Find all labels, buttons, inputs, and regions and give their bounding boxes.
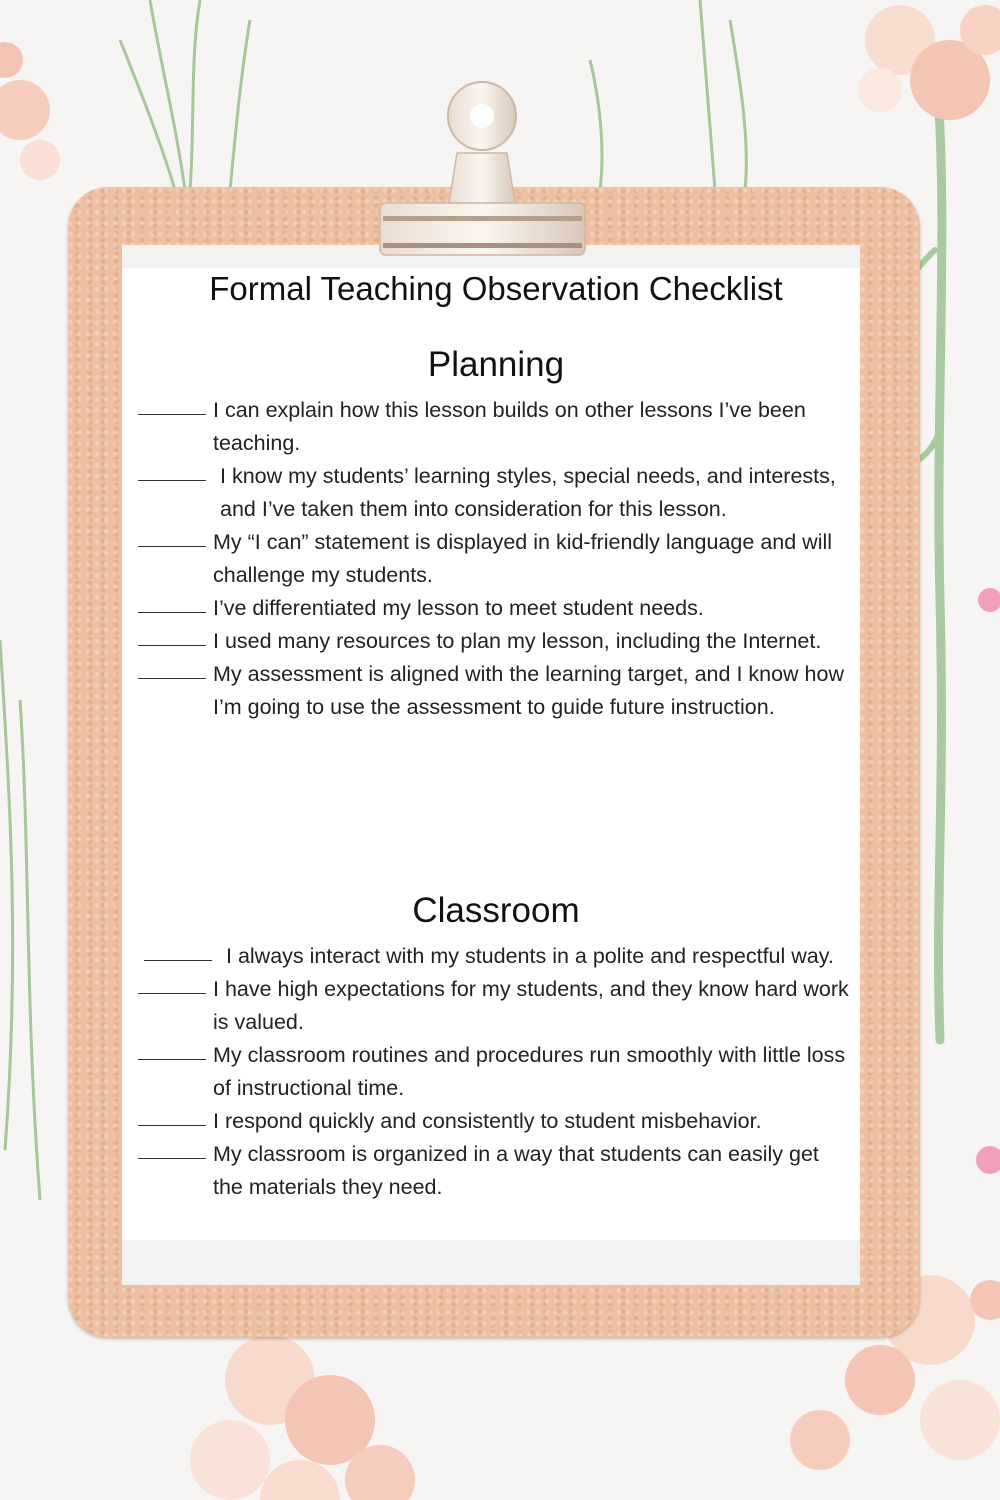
checkbox-blank[interactable] bbox=[138, 1103, 206, 1126]
checkbox-blank[interactable] bbox=[138, 656, 206, 679]
flowers-top-right bbox=[858, 5, 1000, 120]
binder-clip-icon bbox=[375, 78, 590, 258]
item-text: I always interact with my students in a polite and respectful way. bbox=[226, 944, 834, 968]
item-text: I respond quickly and consistently to student misbehavior. bbox=[213, 1109, 762, 1133]
checklist-item bbox=[138, 592, 853, 625]
item-text: I can explain how this lesson builds on other lessons I’ve been teaching. bbox=[213, 398, 806, 455]
flowers-right bbox=[976, 588, 1000, 1174]
document-title: Formal Teaching Observation Checklist bbox=[209, 270, 783, 307]
planning-checklist bbox=[138, 394, 853, 724]
item-text: I know my students’ learning styles, special needs, and interests, and I’ve taken them into consideration for this lesson. bbox=[220, 464, 836, 521]
classroom-checklist bbox=[138, 940, 853, 1204]
checkbox-blank[interactable] bbox=[144, 938, 212, 961]
checklist-item bbox=[138, 1039, 853, 1105]
checklist-item bbox=[138, 460, 853, 526]
flowers-top-left bbox=[0, 42, 60, 180]
checkbox-blank[interactable] bbox=[138, 623, 206, 646]
checklist-item bbox=[138, 394, 853, 460]
checkbox-blank[interactable] bbox=[138, 1136, 206, 1159]
item-text: My assessment is aligned with the learning target, and I know how I’m going to use the assessment to guide future instruction. bbox=[213, 662, 844, 719]
stems-left bbox=[0, 640, 40, 1200]
checkbox-blank[interactable] bbox=[138, 971, 206, 994]
checklist-item bbox=[138, 658, 853, 724]
checkbox-blank[interactable] bbox=[138, 392, 206, 415]
checklist-item bbox=[138, 1105, 853, 1138]
item-text: I have high expectations for my students, and they know hard work is valued. bbox=[213, 977, 849, 1034]
checkbox-blank[interactable] bbox=[138, 524, 206, 547]
section-heading-classroom: Classroom bbox=[412, 891, 580, 930]
item-text: My “I can” statement is displayed in kid-friendly language and will challenge my students. bbox=[213, 530, 833, 587]
section-heading-planning: Planning bbox=[427, 345, 565, 384]
item-text: My classroom is organized in a way that students can easily get the materials they need. bbox=[213, 1142, 819, 1199]
checklist-item bbox=[138, 1138, 853, 1204]
checkbox-blank[interactable] bbox=[138, 590, 206, 613]
checkbox-blank[interactable] bbox=[138, 458, 206, 481]
checklist-item bbox=[144, 940, 853, 973]
item-text: I’ve differentiated my lesson to meet student needs. bbox=[213, 596, 704, 620]
item-text: My classroom routines and procedures run smoothly with little loss of instructional time. bbox=[213, 1043, 846, 1100]
item-text: I used many resources to plan my lesson, including the Internet. bbox=[213, 629, 822, 653]
checkbox-blank[interactable] bbox=[138, 1037, 206, 1060]
checklist-item bbox=[138, 526, 853, 592]
checklist-item bbox=[138, 973, 853, 1039]
checklist-item bbox=[138, 625, 853, 658]
